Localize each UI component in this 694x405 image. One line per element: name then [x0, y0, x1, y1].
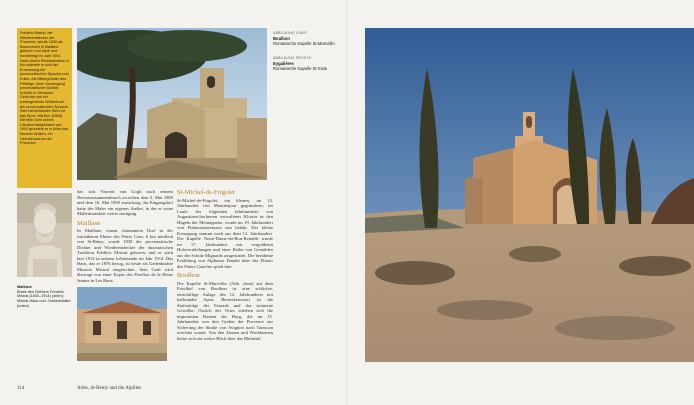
book-gutter: [346, 0, 348, 405]
section-heading-frigolet: St-Michel-de-Frigolet: [177, 189, 235, 196]
text-column-2: [177, 189, 273, 343]
bust-caption: [17, 285, 73, 309]
text-column-1: [77, 189, 173, 285]
page-number: 114: [17, 386, 25, 391]
side-caption-label: ABBILDUNG RECHTS: [273, 56, 312, 60]
chapel-photo-eygalieres: [365, 28, 694, 362]
side-caption-title: Eygalières: [273, 61, 294, 66]
side-caption-subtitle: Romanische Kapelle St-Sixte: [273, 66, 328, 71]
bust-caption-title: Maillane: [17, 285, 32, 289]
section-heading-boulbon: Boulbon: [177, 272, 200, 279]
side-caption-right: [273, 56, 343, 71]
running-head: Arles, St-Rémy und die Alpilles: [77, 386, 142, 391]
biography-caption-box: [17, 28, 72, 188]
paragraph: das sich Vincent van Gogh nach seinem Nervenzusammenbruch zwischen dem 3. Mai 1889 und dem 16. Mai 1890 zurückzog. Im Eingangshof hatte der Maler ein eigenes Atelier, in der er seine Malleinsamkeit weiter nachging.: [77, 189, 173, 216]
bust-caption-text: Büste des Dichters Frédéric Mistral (1830–1914) (oben); Mistral-Haus und -Gedenkstätte (unten): [17, 289, 71, 308]
biography-text: Frédéric Mistral, der Wiederentdecker der Provence, wurde 1830 als Bauernsohn in Maillane geboren und starb dort hochbetagt im Jahr 1914. Nach einem Rechtsstudium in Aix widmete er sich der Erneuerung der provenzalischen Sprache und Kultur. Als Mitbegründer des Félibrige, einer Vereinigung provenzalischer Dichter, schrieb er Versepen, Gedichte und ein umfangreiches Wörterbuch der provenzalischen Sprache. Sein berühmtestes Werk ist das Epos »Mirèio« (1859). Mit dem Geld seines Literaturnobelpreises von 1904 gründete er in Arles das Museon Arlaten, ein Heimatmuseum der Provence.: [20, 31, 69, 146]
side-caption-left: [273, 31, 343, 46]
paragraph: St-Michel-de-Frigolet, ein kleines, im 13. Jahrhundert von Montmajour gegründetes, im Laufe der folgenden Jahrhunderte von Augustinerchorherren verwaltetes Kloster in den Hügeln der Montagnette, wurde im 19. Jahrhundert von Prämonstratensern neu belebt. Der kleine Kreuzgang stammt noch aus dem 12. Jahrhundert. Die Kapelle Notre-Dame-du-Bon-Remède wurde im 17. Jahrhundert mit vergoldeten Holzvertäfelungen und einer Reihe von Gemälden aus der Schule Mignards ausgestattet. Die berühmte Erzählung von Alphonse Daudet über das Elixier des Paters Gaucher spielt hier.: [177, 197, 273, 269]
paragraph: In Maillane, einem charmanten Dorf in der fruchtbaren Ebene des Petite Crau, 6 km nördlich von St-Rémy, wurde 1830 der provenzalische Dichter und Wiederentdecker der okzitanischen Tradition Frédéric Mistral geboren, und er starb hier 1914 in seinem Lebensende im Jahr 1914. Das Haus, das er 1876 bezog, ist heute als Gedenkstätte Museon Mistral eingerichtet. Sein Grab wird überragt von einer Kopie des Pavillon de la Reine Jeanne in Les Baux.: [77, 228, 173, 283]
mistral-bust-photo: [17, 193, 72, 277]
mistral-house-photo: [77, 287, 167, 361]
side-caption-label: ABBILDUNG LINKS: [273, 31, 307, 35]
side-caption-subtitle: Romanische Kapelle St-Marcellin: [273, 41, 335, 46]
section-heading-maillane: Maillane: [77, 219, 101, 227]
paragraph: Die Kapelle St-Marcellin (Abb. oben) auf dem Friedhof von Boulbon ist eine schlichte, einschiffige Anlage des 12. Jahrhunderts mit halbrunder Apsis. Bemerkenswert ist die Stufenfolge der Fassade und das steinerne Gewölbe. Östlich des Ortes erheben sich die imposanten Ruinen der Burg, die im 15. Jahrhundert von den Grafen der Provence zur Sicherung der Straße von Avignon nach Tarascon errichtet wurde. Von den Zinnen und Wachtürmen bietet sich ein weiter Blick über das Rhônetal.: [177, 280, 273, 341]
side-caption-title: Boulbon: [273, 36, 290, 41]
chapel-photo-boulbon: [77, 28, 267, 180]
